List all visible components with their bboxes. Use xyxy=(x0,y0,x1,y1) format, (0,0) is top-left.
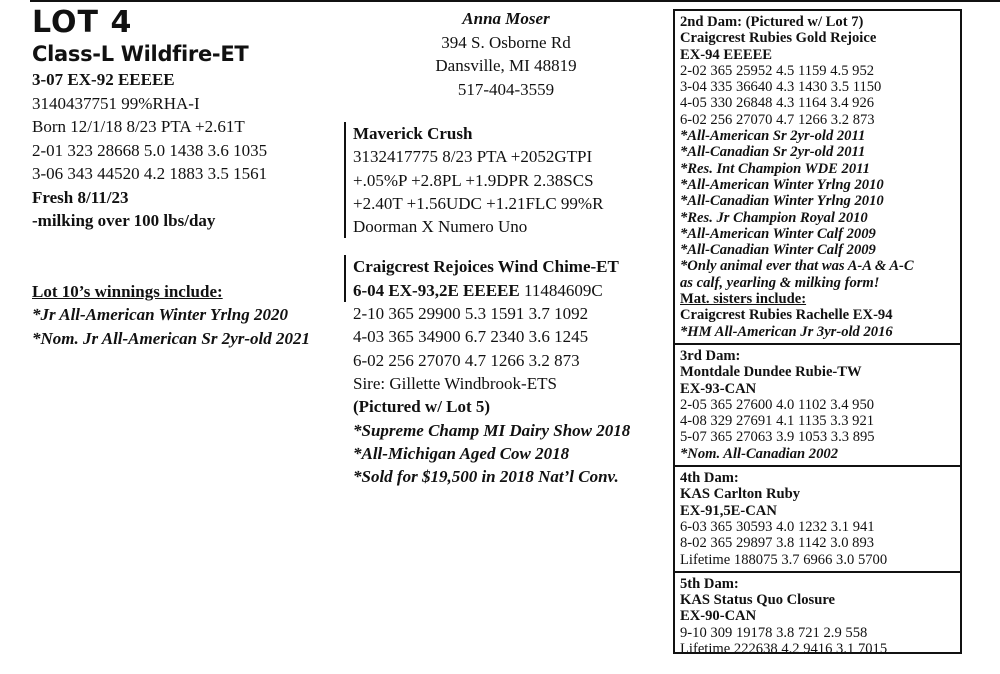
owner-address-street: 394 S. Osborne Rd xyxy=(441,32,571,52)
lot-info xyxy=(32,6,352,350)
second-dam-honor: *All-American Winter Calf 2009 xyxy=(680,225,876,242)
dam-registration: 11484609C xyxy=(519,280,603,300)
fourth-dam xyxy=(680,470,960,568)
sire-line: +2.40T +1.56UDC +1.21FLC 99%R xyxy=(353,193,604,213)
pedigree-divider xyxy=(675,343,960,345)
winnings-item: *Jr All-American Winter Yrlng 2020 xyxy=(32,305,288,324)
winnings-item: *Nom. Jr All-American Sr 2yr-old 2021 xyxy=(32,328,310,348)
lot-title: LOT 4 xyxy=(32,5,133,40)
third-dam-record: 5-07 365 27063 3.9 1053 3.3 895 xyxy=(680,429,875,446)
record-line: 3-06 343 44520 4.2 1883 3.5 1561 xyxy=(32,164,268,183)
dam-pictured: (Pictured w/ Lot 5) xyxy=(353,397,491,417)
dam-score-line xyxy=(346,279,664,302)
dam-section xyxy=(344,255,664,302)
sire-line: Doorman X Numero Uno xyxy=(353,217,528,237)
third-dam-name: Montdale Dundee Rubie-TW xyxy=(680,364,862,381)
owner-contact xyxy=(400,7,612,101)
sire-line: +.05%P +2.8PL +1.9DPR 2.38SCS xyxy=(353,170,594,190)
second-dam-record: 3-04 335 36640 4.3 1430 3.5 1150 xyxy=(680,79,882,96)
second-dam-honor: *All-American Sr 2yr-old 2011 xyxy=(680,128,866,145)
fifth-dam-header: 5th Dam: xyxy=(680,575,739,592)
sire-dam-column xyxy=(344,122,664,488)
second-dam-record: 2-02 365 25952 4.5 1159 4.5 952 xyxy=(680,62,875,79)
second-dam-honor: *All-American Winter Yrlng 2010 xyxy=(680,176,884,193)
fifth-dam-score: EX-90-CAN xyxy=(680,608,757,625)
dam-honor: *Sold for $19,500 in 2018 Nat’l Conv. xyxy=(353,467,619,487)
owner-name: Anna Moser xyxy=(462,9,550,28)
second-dam xyxy=(680,14,960,340)
owner-phone: 517-404-3559 xyxy=(457,79,555,99)
fourth-dam-name: KAS Carlton Ruby xyxy=(680,486,801,503)
dam-record: 6-02 256 27070 4.7 1266 3.2 873 xyxy=(353,350,580,370)
second-dam-record: 4-05 330 26848 4.3 1164 3.4 926 xyxy=(680,95,875,112)
pedigree-box xyxy=(673,9,962,657)
second-dam-honor: *Only animal ever that was A-A & A-C xyxy=(680,258,914,275)
dam-honor: *Supreme Champ MI Dairy Show 2018 xyxy=(353,420,631,440)
fourth-dam-score: EX-91,5E-CAN xyxy=(680,502,777,519)
fourth-dam-record: Lifetime 188075 3.7 6966 3.0 5700 xyxy=(680,551,888,568)
second-dam-honor: *Res. Int Champion WDE 2011 xyxy=(680,160,870,177)
top-rule xyxy=(30,0,1000,2)
registration: 3140437751 99%RHA-I xyxy=(32,93,200,113)
mat-sister-name: Craigcrest Rubies Rachelle EX-94 xyxy=(680,307,893,324)
animal-name: Class-L Wildfire-ET xyxy=(32,42,249,66)
fifth-dam-record: Lifetime 222638 4.2 9416 3.1 7015 xyxy=(680,640,888,657)
third-dam-record: 4-08 329 27691 4.1 1135 3.3 921 xyxy=(680,413,875,430)
mat-sisters-header: Mat. sisters include: xyxy=(680,291,807,308)
dam-score: 6-04 EX-93,2E EEEEE xyxy=(353,280,520,300)
second-dam-honor: *All-Canadian Winter Calf 2009 xyxy=(680,242,876,259)
pedigree-divider xyxy=(675,571,960,573)
sire-section xyxy=(344,122,664,238)
winnings xyxy=(32,280,352,351)
third-dam-score: EX-93-CAN xyxy=(680,380,757,397)
pedigree-divider xyxy=(675,465,960,467)
sire-line: 3132417775 8/23 PTA +2052GTPI xyxy=(353,147,593,167)
fourth-dam-record: 6-03 365 30593 4.0 1232 3.1 941 xyxy=(680,518,875,535)
record-line: 2-01 323 28668 5.0 1438 3.6 1035 xyxy=(32,140,268,160)
fifth-dam xyxy=(680,576,960,657)
third-dam-record: 2-05 365 27600 4.0 1102 3.4 950 xyxy=(680,396,875,413)
mat-sister-honor: *HM All-American Jr 3yr-old 2016 xyxy=(680,323,893,340)
second-dam-score: EX-94 EEEEE xyxy=(680,46,773,63)
sire-name: Maverick Crush xyxy=(353,124,473,143)
second-dam-honor: *Res. Jr Champion Royal 2010 xyxy=(680,209,868,226)
fifth-dam-name: KAS Status Quo Closure xyxy=(680,592,836,609)
third-dam-honor: *Nom. All-Canadian 2002 xyxy=(680,445,838,462)
second-dam-honor: *All-Canadian Sr 2yr-old 2011 xyxy=(680,144,866,161)
dam-sire: Sire: Gillette Windbrook-ETS xyxy=(353,373,557,393)
dam-name: Craigcrest Rejoices Wind Chime-ET xyxy=(353,257,619,277)
dam-record: 4-03 365 34900 6.7 2340 3.6 1245 xyxy=(353,327,589,347)
fourth-dam-record: 8-02 365 29897 3.8 1142 3.0 893 xyxy=(680,535,875,552)
third-dam-header: 3rd Dam: xyxy=(680,347,741,364)
second-dam-name: Craigcrest Rubies Gold Rejoice xyxy=(680,30,877,47)
animal-score: 3-07 EX-92 EEEEE xyxy=(32,70,175,89)
dam-record: 2-10 365 29900 5.3 1591 3.7 1092 xyxy=(353,304,589,324)
winnings-header: Lot 10’s winnings include: xyxy=(32,281,223,301)
second-dam-honor: as calf, yearling & milking form! xyxy=(680,274,880,291)
fifth-dam-record: 9-10 309 19178 3.8 721 2.9 558 xyxy=(680,624,868,641)
second-dam-honor: *All-Canadian Winter Yrlng 2010 xyxy=(680,193,884,210)
dam-honor: *All-Michigan Aged Cow 2018 xyxy=(353,443,570,463)
second-dam-header: 2nd Dam: (Pictured w/ Lot 7) xyxy=(680,14,864,30)
born-pta: Born 12/1/18 8/23 PTA +2.61T xyxy=(32,117,245,136)
milking-note: -milking over 100 lbs/day xyxy=(32,211,216,230)
third-dam xyxy=(680,348,960,462)
fresh-date: Fresh 8/11/23 xyxy=(32,187,129,207)
owner-address-city: Dansville, MI 48819 xyxy=(435,56,577,75)
dam-details xyxy=(344,302,664,488)
fourth-dam-header: 4th Dam: xyxy=(680,470,739,487)
second-dam-record: 6-02 256 27070 4.7 1266 3.2 873 xyxy=(680,111,875,128)
